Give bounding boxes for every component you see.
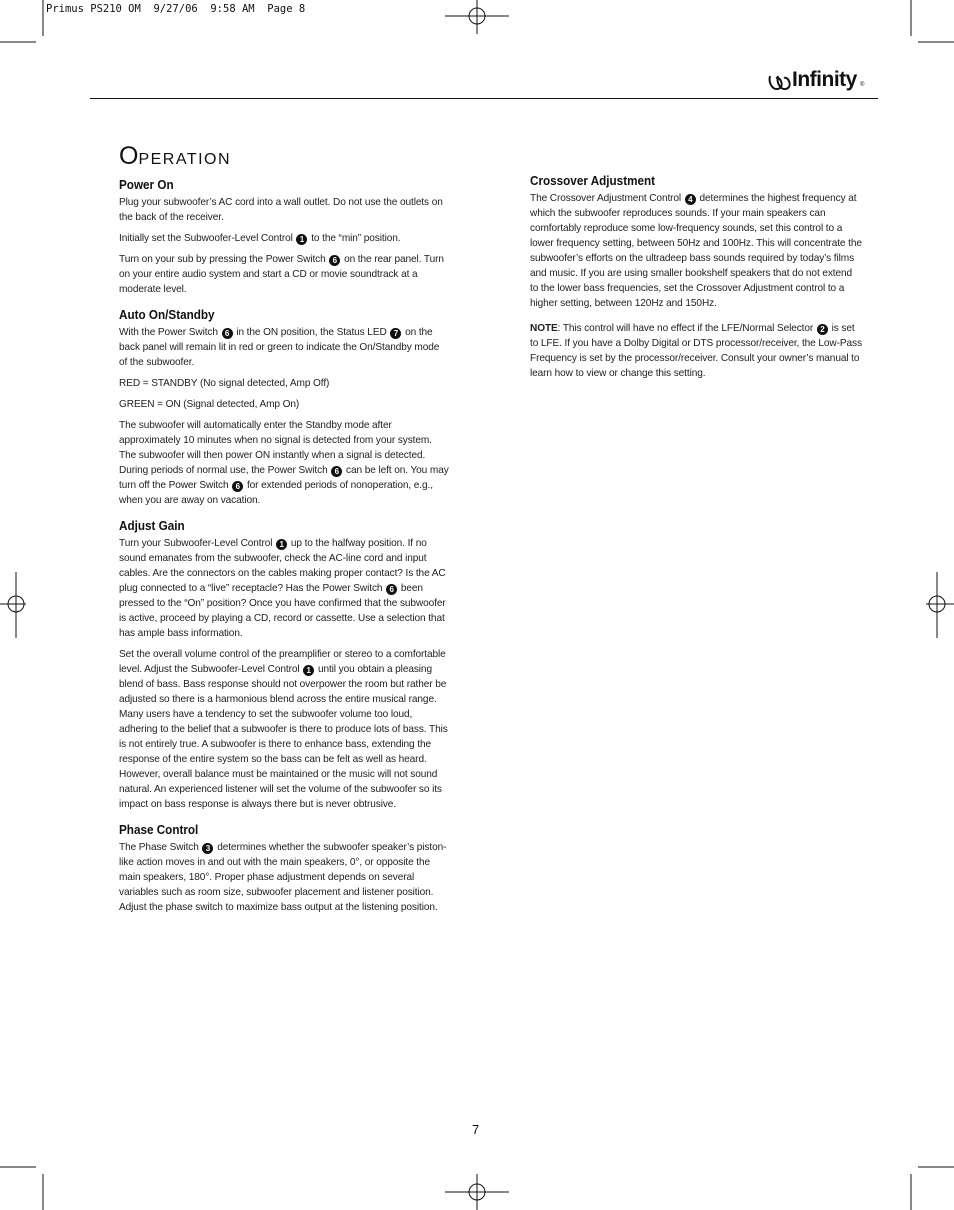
section-crossover: [530, 173, 862, 381]
text-run: on the back panel will remain lit in red or green to indicate the On/Standby mode of the subwoofer.: [119, 327, 440, 368]
auto-standby-p1: [119, 325, 449, 370]
logo-wordmark: Infinity: [792, 68, 857, 91]
section-auto-standby: [119, 307, 449, 508]
callout-number-icon: 1: [296, 234, 307, 245]
text-run: With the Power Switch: [119, 327, 218, 338]
header-rule: [90, 98, 878, 99]
adjust-gain-p2: [119, 647, 449, 812]
callout-number-icon: 2: [817, 324, 828, 335]
crossover-p1: [530, 191, 862, 311]
text-run: up to the halfway position. If no sound emanates from the subwoofer, check the AC-line cord and input cables. Are the connectors on the cables making proper contact? Is the AC plug connected to a “live” receptacle? Has the Power Switch: [119, 538, 446, 594]
page-title-rest: PERATION: [138, 151, 232, 168]
text-run: in the ON position, the Status LED: [236, 327, 387, 338]
crossover-note: [530, 321, 862, 381]
auto-standby-p2: [119, 418, 449, 508]
power-on-heading: Power On: [119, 177, 174, 192]
power-on-p1: Plug your subwoofer’s AC cord into a wall outlet. Do not use the outlets on the back of the receiver.: [119, 197, 443, 223]
callout-number-icon: 6: [329, 255, 340, 266]
section-phase-control: [119, 822, 449, 915]
auto-standby-red: RED = STANDBY (No signal detected, Amp Off): [119, 378, 330, 389]
callout-number-icon: 6: [222, 328, 233, 339]
crossover-heading: Crossover Adjustment: [530, 173, 656, 188]
print-slug: Primus PS210 OM 9/27/06 9:58 AM Page 8: [46, 3, 306, 15]
callout-number-icon: 1: [276, 539, 287, 550]
right-column: [530, 173, 862, 391]
text-run: Initially set the Subwoofer-Level Control: [119, 233, 293, 244]
text-run: is set to LFE. If you have a Dolby Digital or DTS processor/receiver, the Low-Pass Frequency is set by the processor/receiver. Consult your owner’s manual to learn how to view or change this setting.: [530, 323, 862, 379]
adjust-gain-p1: [119, 536, 449, 641]
callout-number-icon: 1: [303, 665, 314, 676]
callout-number-icon: 3: [202, 843, 213, 854]
phase-control-heading: Phase Control: [119, 822, 199, 837]
brand-logo: [766, 68, 866, 96]
auto-standby-heading: Auto On/Standby: [119, 307, 215, 322]
callout-number-icon: 6: [232, 481, 243, 492]
page-number: 7: [472, 1122, 480, 1137]
text-run: on the rear panel. Turn on your entire audio system and start a CD or movie soundtrack at a moderate level.: [119, 254, 444, 295]
text-run: determines the highest frequency at which the subwoofer reproduces sounds. If your main speakers can comfortably reproduce some low-frequency sounds, set this control to a lower frequency setting, between 50Hz and 100Hz. This will concentrate the subwoofer’s efforts on the ultradeep bass sounds required by today’s films and music. If you are using smaller bookshelf speakers that do not extend to the lower bass frequencies, set the Crossover Adjustment control to a higher setting, between 120Hz and 150Hz.: [530, 193, 862, 309]
text-run: to the “min” position.: [311, 233, 401, 244]
phase-control-p1: [119, 840, 449, 915]
auto-standby-green: GREEN = ON (Signal detected, Amp On): [119, 399, 300, 410]
section-adjust-gain: [119, 518, 449, 812]
callout-number-icon: 4: [685, 194, 696, 205]
text-run: The Phase Switch: [119, 842, 199, 853]
page-title: [119, 142, 231, 171]
section-power-on: [119, 177, 449, 297]
callout-number-icon: 7: [390, 328, 401, 339]
text-run: The Crossover Adjustment Control: [530, 193, 682, 204]
page-title-initial: O: [119, 142, 139, 170]
text-run: been pressed to the “On” position? Once you have confirmed that the subwoofer is active, proceed by playing a CD, record or cassette. Use a selection that has ample bass information.: [119, 583, 446, 639]
trademark-symbol: ®: [860, 82, 865, 88]
left-column: [119, 177, 449, 925]
text-run: can be left on. You may turn off the Power Switch: [119, 465, 449, 491]
text-run: Turn your Subwoofer-Level Control: [119, 538, 273, 549]
text-run: determines whether the subwoofer speaker’s piston-like action moves in and out with the main speakers, 0°, or opposite the main speakers, 180°. Proper phase adjustment depends on several variables such as room size, subwoofer placement and listener position. Adjust the phase switch to maximize bass output at the listening position.: [119, 842, 447, 913]
text-run: Turn on your sub by pressing the Power Switch: [119, 254, 326, 265]
callout-number-icon: 6: [331, 466, 342, 477]
adjust-gain-heading: Adjust Gain: [119, 518, 185, 533]
power-on-p2: [119, 231, 449, 246]
text-run: The subwoofer will automatically enter the Standby mode after approximately 10 minutes when no signal is detected from your system. The subwoofer will then power ON instantly when a signal is detected. During periods of normal use, the Power Switch: [119, 420, 432, 476]
text-run: until you obtain a pleasing blend of bass. Bass response should not overpower the room but rather be adjusted so there is a harmonious blend across the entire musical range. Many users have a tendency to set the subwoofer volume too loud, adhering to the belief that a subwoofer is there to produce lots of bass. This is not entirely true. A subwoofer is there to enhance bass, extending the response of the entire system so the bass can be felt as well as heard. However, overall balance must be maintained or the music will not sound natural. An experienced listener will set the volume of the subwoofer so its impact on bass response is always there but is never obtrusive.: [119, 664, 448, 810]
text-run: : This control will have no effect if the LFE/Normal Selector: [557, 323, 814, 334]
text-run: for extended periods of nonoperation, e.g., when you are away on vacation.: [119, 480, 433, 506]
note-label: NOTE: [530, 323, 558, 334]
text-run: Set the overall volume control of the preamplifier or stereo to a comfortable level. Adjust the Subwoofer-Level Control: [119, 649, 446, 675]
callout-number-icon: 6: [386, 584, 397, 595]
power-on-p3: [119, 252, 449, 297]
